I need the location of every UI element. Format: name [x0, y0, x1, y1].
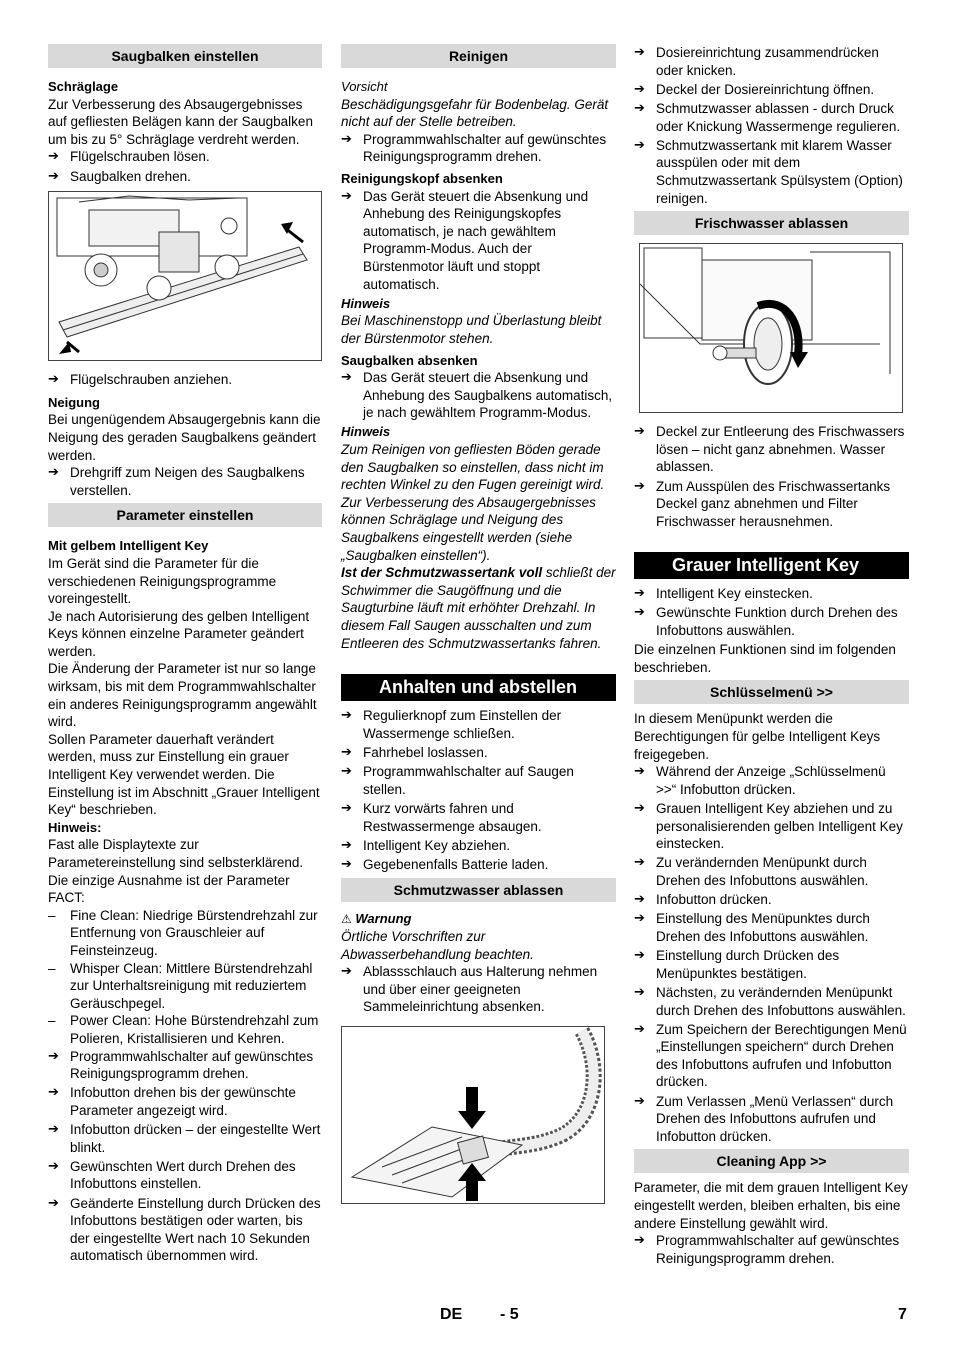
- step-item: ➔ Drehgriff zum Neigen des Saugbalkens verstellen.: [48, 464, 322, 499]
- step-item: ➔ Flügelschrauben lösen.: [48, 148, 322, 166]
- step-item: ➔ Einstellung durch Drücken des Menüpunktes bestätigen.: [634, 947, 909, 982]
- chapter-heading-anhalten: Anhalten und abstellen: [341, 674, 616, 701]
- paragraph: Sollen Parameter dauerhaft verändert werden, muss zur Einstellung ein grauer Intelligent Key verwendet werden. Die Einstellung ist im Abschnitt „Grauer Intelligent Key“ beschrieben.: [48, 731, 320, 818]
- subheading-vorsicht: Vorsicht: [341, 79, 388, 94]
- subheading-neigung: Neigung: [48, 394, 100, 410]
- step-item: ➔ Das Gerät steuert die Absenkung und Anhebung des Saugbalkens automatisch, je nach gewähltem Programm-Modus.: [341, 369, 616, 422]
- step-list: [48, 371, 322, 389]
- footer-language: DE: [440, 1306, 463, 1323]
- step-item: ➔ Während der Anzeige „Schlüsselmenü >>“ Infobutton drücken.: [634, 763, 909, 798]
- step-item: ➔ Zu verändernden Menüpunkt durch Drehen des Infobuttons auswählen.: [634, 854, 909, 889]
- paragraph: In diesem Menüpunkt werden die Berechtigungen für gelbe Intelligent Keys freigegeben.: [634, 711, 881, 762]
- section-heading-schmutzwasser: Schmutzwasser ablassen: [341, 878, 616, 902]
- step-item: ➔ Programmwahlschalter auf Saugen stellen.: [341, 763, 616, 798]
- section-heading-reinigen: Reinigen: [341, 44, 616, 68]
- squeegee-illustration: [49, 192, 321, 360]
- step-list: [341, 131, 616, 166]
- step-list: [341, 963, 616, 1016]
- step-item: ➔ Intelligent Key einstecken.: [634, 585, 909, 603]
- step-item: ➔ Das Gerät steuert die Absenkung und Anhebung des Reinigungskopfes automatisch, je nach gewähltem Programm-Modus. Auch der Bürstenmotor läuft und stoppt automatisch.: [341, 188, 616, 294]
- step-item: ➔ Nächsten, zu verändernden Menüpunkt durch Drehen des Infobuttons auswählen.: [634, 984, 909, 1019]
- figure-frischwasser: [639, 243, 903, 413]
- dash-item: – Whisper Clean: Mittlere Bürstendrehzahl zur Unterhaltsreinigung mit reduziertem Geräuschpegel.: [48, 960, 322, 1013]
- step-list: [48, 148, 322, 185]
- subheading-hinweis: Hinweis: [341, 424, 391, 440]
- fresh-water-tank-illustration: [640, 244, 902, 412]
- section-heading-schluesselmenue: Schlüsselmenü >>: [634, 680, 909, 704]
- step-item: ➔ Schmutzwasser ablassen - durch Druck oder Knickung Wassermenge regulieren.: [634, 100, 909, 135]
- chapter-heading-grauer-key: Grauer Intelligent Key: [634, 552, 909, 579]
- dash-list: [48, 907, 322, 1048]
- step-item: ➔ Geänderte Einstellung durch Drücken des Infobuttons bestätigen oder warten, bis der eingestellte Wert nach 10 Sekunden automatisch übernommen wird.: [48, 1195, 322, 1265]
- step-item: ➔ Kurz vorwärts fahren und Restwassermenge absaugen.: [341, 800, 616, 835]
- paragraph: Zur Verbesserung des Absaugergebnisses auf gefliesten Belägen kann der Saugbalken um bis zu 5° Schräglage verdreht werden.: [48, 96, 313, 147]
- step-list: [341, 707, 616, 873]
- subheading-saugbalken: Saugbalken absenken: [341, 352, 478, 368]
- step-item: ➔ Flügelschrauben anziehen.: [48, 371, 322, 389]
- paragraph: Bei Maschinenstopp und Überlastung bleibt der Bürstenmotor stehen.: [341, 313, 602, 346]
- figure-schmutzwasser: [341, 1026, 605, 1204]
- step-list: [634, 763, 909, 1145]
- dash-item: – Power Clean: Hohe Bürstendrehzahl zum Polieren, Kristallisieren und Kehren.: [48, 1012, 322, 1047]
- step-item: ➔ Zum Ausspülen des Frischwassertanks Deckel ganz abnehmen und Filter Frischwasser herausnehmen.: [634, 478, 909, 531]
- drain-hose-illustration: [342, 1027, 604, 1203]
- paragraph: Je nach Autorisierung des gelben Intelligent Keys können einzelne Parameter geändert werden.: [48, 608, 310, 659]
- footer-subpage: - 5: [500, 1306, 519, 1323]
- step-list: [48, 464, 322, 499]
- subheading-hinweis: Hinweis: [341, 295, 391, 311]
- figure-saugbalken: [48, 191, 322, 361]
- paragraph: Fast alle Displaytexte zur Parametereinstellung sind selbsterklärend. Die einzige Ausnahme ist der Parameter FACT:: [48, 837, 304, 906]
- step-item: ➔ Zum Verlassen „Menü Verlassen“ durch Drehen des Infobuttons aufrufen und Infobutton drücken.: [634, 1093, 909, 1146]
- step-list: [634, 585, 909, 639]
- section-heading-frischwasser: Frischwasser ablassen: [634, 211, 909, 235]
- paragraph: Zur Verbesserung des Absaugergebnisses können Schräglage und Neigung des Saugbalkens eingestellt werden (siehe „Saugbalken einstellen“).: [341, 494, 596, 563]
- paragraph: Im Gerät sind die Parameter für die verschiedenen Reinigungsprogramme voreingestellt.: [48, 555, 277, 607]
- step-item: ➔ Programmwahlschalter auf gewünschtes Reinigungsprogramm drehen.: [634, 1232, 909, 1267]
- column-1: [48, 44, 322, 1267]
- step-list: [634, 1232, 909, 1267]
- step-item: ➔ Intelligent Key abziehen.: [341, 837, 616, 855]
- step-item: ➔ Infobutton drehen bis der gewünschte Parameter angezeigt wird.: [48, 1084, 322, 1119]
- step-item: ➔ Gewünschten Wert durch Drehen des Infobuttons einstellen.: [48, 1158, 322, 1193]
- section-heading-cleaning-app: Cleaning App >>: [634, 1149, 909, 1173]
- step-list: [48, 1048, 322, 1266]
- step-item: ➔ Infobutton drücken – der eingestellte Wert blinkt.: [48, 1121, 322, 1156]
- step-item: ➔ Saugbalken drehen.: [48, 168, 322, 186]
- step-item: ➔ Programmwahlschalter auf gewünschtes Reinigungsprogramm drehen.: [48, 1048, 322, 1083]
- paragraph: Beschädigungsgefahr für Bodenbelag. Gerät nicht auf der Stelle betreiben.: [341, 96, 609, 130]
- page-number: 7: [898, 1306, 907, 1323]
- warning-icon: ⚠: [341, 911, 352, 926]
- column-3: [634, 44, 909, 1269]
- step-item: ➔ Gewünschte Funktion durch Drehen des Infobuttons auswählen.: [634, 604, 909, 639]
- step-list: [634, 44, 909, 207]
- step-item: ➔ Regulierknopf zum Einstellen der Wassermenge schließen.: [341, 707, 616, 742]
- paragraph: Parameter, die mit dem grauen Intelligent Key eingestellt werden, bleiben erhalten, bis eine andere Einstellung gewählt wird.: [634, 1180, 908, 1231]
- dash-item: – Fine Clean: Niedrige Bürstendrehzahl zur Entfernung von Grauschleier auf Feinsteinzeug.: [48, 907, 322, 960]
- paragraph: [341, 564, 616, 652]
- step-list: [634, 423, 909, 530]
- paragraph: Zum Reinigen von gefliesten Böden gerade den Saugbalken so einstellen, dass nicht im rechten Winkel zu den Fugen gereinigt wird.: [341, 442, 605, 493]
- step-item: ➔ Einstellung des Menüpunktes durch Drehen des Infobuttons auswählen.: [634, 910, 909, 945]
- subheading-schraeglage: Schräglage: [48, 79, 119, 94]
- step-item: ➔ Grauen Intelligent Key abziehen und zu personalisierenden gelben Intelligent Key einstecken.: [634, 800, 909, 853]
- paragraph: Bei ungenügendem Absaugergebnis kann die Neigung des geraden Saugbalkens geändert werden.: [48, 412, 321, 463]
- step-item: ➔ Schmutzwassertank mit klarem Wasser ausspülen oder mit dem Schmutzwassertank Spülsystem (Option) reinigen.: [634, 137, 909, 207]
- section-heading-parameter: Parameter einstellen: [48, 503, 322, 527]
- paragraph: Die einzelnen Funktionen sind im folgenden beschrieben.: [634, 642, 896, 675]
- warnung-label: Warnung: [355, 910, 412, 926]
- subheading-kopf: Reinigungskopf absenken: [341, 170, 503, 186]
- subheading-warnung: [341, 910, 616, 929]
- step-item: ➔ Gegebenenfalls Batterie laden.: [341, 856, 616, 874]
- step-item: ➔ Programmwahlschalter auf gewünschtes Reinigungsprogramm drehen.: [341, 131, 616, 166]
- step-item: ➔ Ablassschlauch aus Halterung nehmen und über einer geeigneten Sammeleinrichtung absenken.: [341, 963, 616, 1016]
- section-heading-saugbalken: Saugbalken einstellen: [48, 44, 322, 68]
- subheading-hinweis: Hinweis:: [48, 819, 102, 835]
- step-item: ➔ Deckel zur Entleerung des Frischwassers lösen – nicht ganz abnehmen. Wasser ablassen.: [634, 423, 909, 476]
- step-list: [341, 369, 616, 422]
- column-2: [341, 44, 616, 1214]
- step-item: ➔ Dosiereinrichtung zusammendrücken oder knicken.: [634, 44, 909, 79]
- step-item: ➔ Zum Speichern der Berechtigungen Menü „Einstellungen speichern“ durch Drehen des Infobuttons aufrufen und Infobutton drücken.: [634, 1021, 909, 1091]
- subheading-gelb: Mit gelbem Intelligent Key: [48, 538, 209, 554]
- step-item: ➔ Fahrhebel loslassen.: [341, 744, 616, 762]
- step-item: ➔ Infobutton drücken.: [634, 891, 909, 909]
- step-item: ➔ Deckel der Dosiereinrichtung öffnen.: [634, 81, 909, 99]
- text-span: schließt der Schwimmer die Saugöffnung und die Saugturbine läuft mit erhöhter Drehzahl. In diesem Fall Saugen ausschalten und zum Entleeren des Schmutzwassertanks fahren.: [341, 565, 616, 651]
- step-list: [341, 188, 616, 294]
- paragraph: Örtliche Vorschriften zur Abwasserbehandlung beachten.: [341, 929, 534, 962]
- bold-phrase: Ist der Schmutzwassertank voll: [341, 565, 543, 581]
- paragraph: Die Änderung der Parameter ist nur so lange wirksam, bis mit dem Programmwahlschalter ein anderes Reinigungsprogramm angewählt wird.: [48, 661, 317, 730]
